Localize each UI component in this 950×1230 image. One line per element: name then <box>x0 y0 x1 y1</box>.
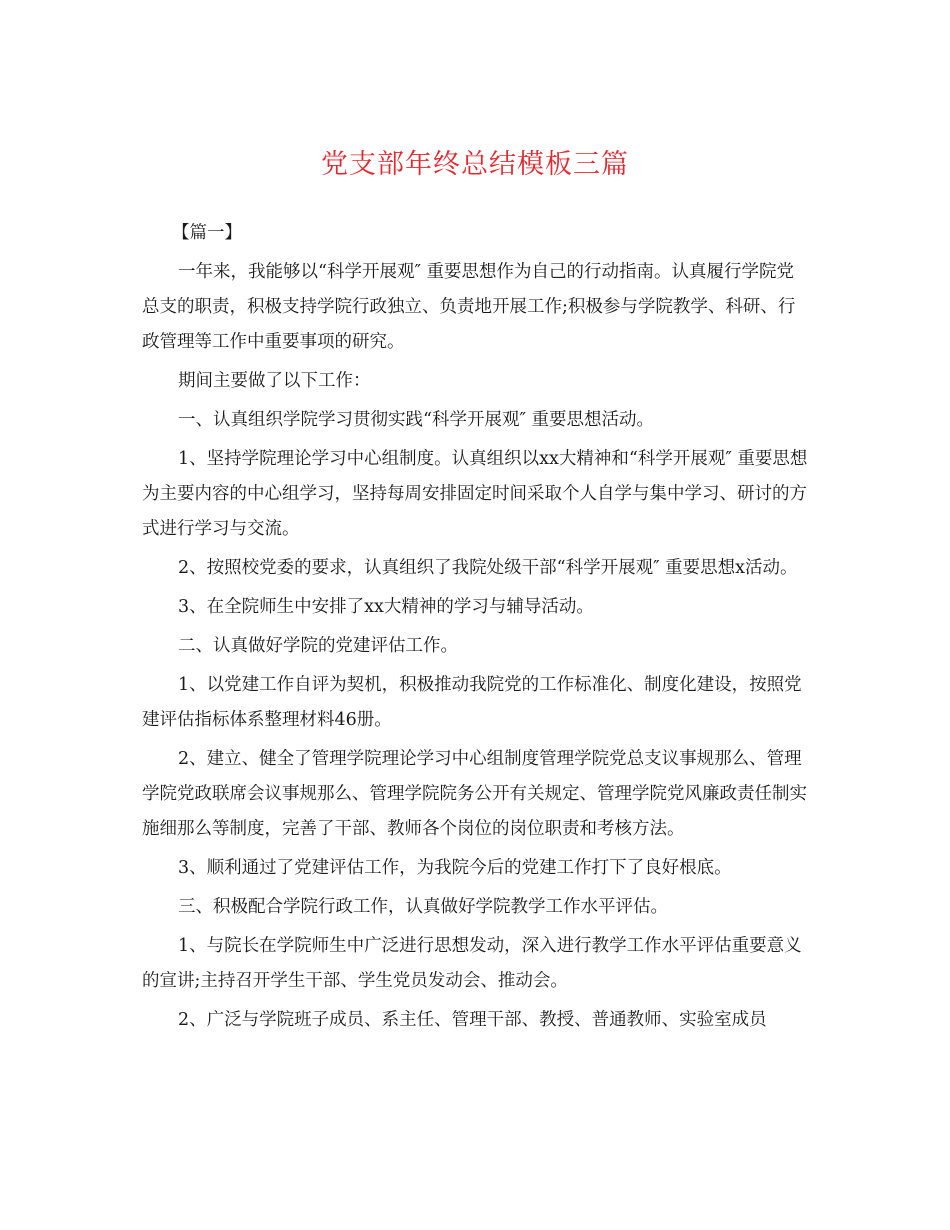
paragraph: 1、与院长在学院师生中广泛进行思想发动，深入进行教学工作水平评估重要意义的宣讲;主持召开学生干部、学生党员发动会、推动会。 <box>142 936 802 991</box>
document-body <box>142 216 810 1042</box>
paragraph: 3、在全院师生中安排了xx大精神的学习与辅导活动。 <box>178 597 594 617</box>
paragraph: 1、以党建工作自评为契机，积极推动我院党的工作标准化、制度化建设，按照党建评估指标体系整理材料46册。 <box>142 675 802 730</box>
paragraph: 一年来，我能够以“科学开展观″ 重要思想作为自己的行动指南。认真履行学院党总支的职责，积极支持学院行政独立、负责地开展工作;积极参与学院教学、科研、行政管理等工作中重要事项的研究。 <box>142 262 796 352</box>
paragraph: 2、建立、健全了管理学院理论学习中心组制度管理学院党总支议事规那么、管理学院党政联席会议事规那么、管理学院院务公开有关规定、管理学院党风廉政责任制实施细那么等制度，完善了干部、教师各个岗位的岗位职责和考核方法。 <box>142 749 807 839</box>
paragraph: 期间主要做了以下工作： <box>178 371 371 391</box>
paragraph: 一、认真组织学院学习贯彻实践“科学开展观″ 重要思想活动。 <box>178 410 655 430</box>
document-title: 党支部年终总结模板三篇 <box>321 149 629 180</box>
paragraph: 3、顺利通过了党建评估工作，为我院今后的党建工作打下了良好根底。 <box>178 858 732 878</box>
section-label: 【篇一】 <box>172 223 242 243</box>
paragraph: 1、坚持学院理论学习中心组制度。认真组织以xx大精神和“科学开展观″ 重要思想为主要内容的中心组学习，坚持每周安排固定时间采取个人自学与集中学习、研讨的方式进行学习与交流。 <box>142 449 808 539</box>
paragraph: 2、广泛与学院班子成员、系主任、管理干部、教授、普通教师、实验室成员 <box>178 1010 767 1030</box>
paragraph: 三、积极配合学院行政工作，认真做好学院教学工作水平评估。 <box>178 897 668 917</box>
paragraph: 2、按照校党委的要求，认真组织了我院处级干部“科学开展观″ 重要思想x活动。 <box>178 558 798 578</box>
paragraph: 二、认真做好学院的党建评估工作。 <box>178 636 458 656</box>
